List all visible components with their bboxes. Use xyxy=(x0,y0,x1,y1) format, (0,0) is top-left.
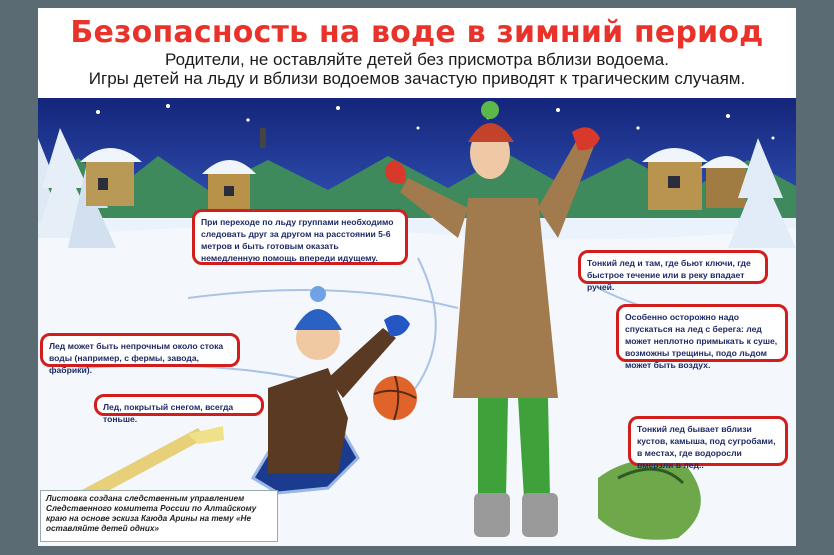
illustration xyxy=(38,98,796,546)
bubble-snow: Лед, покрытый снегом, всегда тоньше. xyxy=(94,394,264,416)
page-title: Безопасность на воде в зимний период xyxy=(70,15,764,50)
bubble-bushes: Тонкий лед бывает вблизи кустов, камыша, под сугробами, в местах, где водоросли вмерзли в лед.. xyxy=(628,416,788,466)
bubble-thin-ice-keys: Тонкий лед и там, где бьют ключи, где быстрое течение или в реку впадает ручей. xyxy=(578,250,768,284)
backpack xyxy=(598,460,701,540)
subtitle-line-2: Игры детей на льду и вблизи водоемов зачастую приводят к трагическим случаям. xyxy=(88,69,746,88)
header xyxy=(38,8,796,98)
poster xyxy=(38,8,796,546)
bubble-group-crossing: При переходе по льду группами необходимо следовать друг за другом на расстоянии 5-6 метров и быть готовым оказать немедленную помощь впереди идущему. xyxy=(192,209,408,265)
bubble-drain: Лед может быть непрочным около стока воды (например, с фермы, завода, фабрики). xyxy=(40,333,240,367)
bubble-descend-shore: Особенно осторожно надо спускаться на лед с берега: лед может неплотно примыкать к суше, возможны трещины, подо льдом может быть воздух. xyxy=(616,304,788,362)
credit-note: Листовка создана следственным управлением Следственного комитета России по Алтайскому краю на основе эскиза Каюда Арины на тему «Не оставляйте детей одних» xyxy=(40,490,278,542)
ball xyxy=(373,376,417,420)
houses-right xyxy=(642,148,750,210)
subtitle-line-1: Родители, не оставляйте детей без присмотра вблизи водоема. xyxy=(165,50,669,69)
